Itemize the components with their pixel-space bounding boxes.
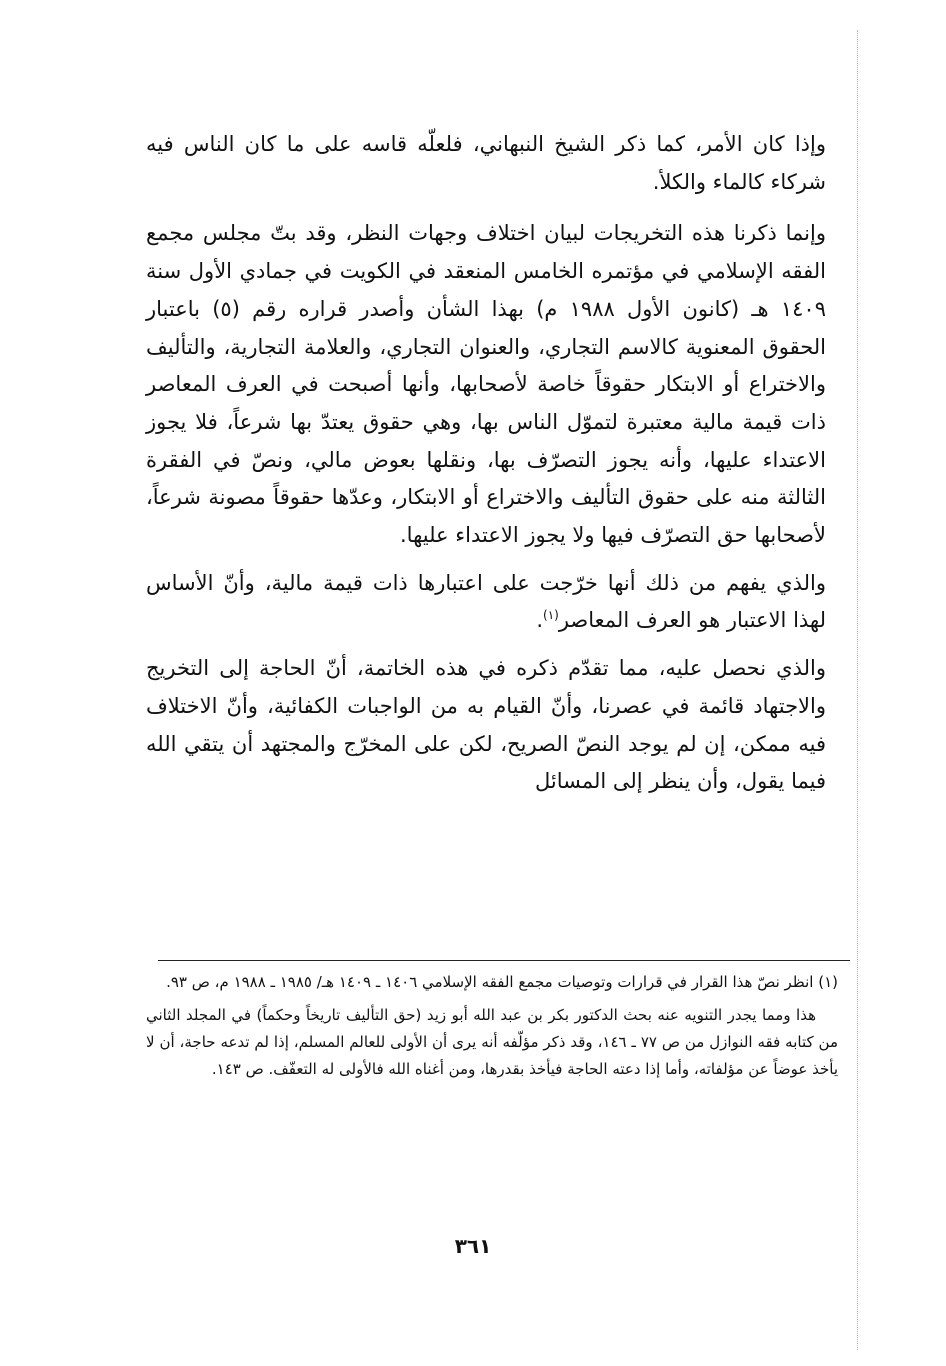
page-number: ٣٦١ bbox=[454, 1234, 492, 1258]
margin-dotted-line bbox=[857, 30, 858, 1350]
footnote-reference: (١) bbox=[543, 608, 559, 623]
main-text bbox=[146, 126, 826, 801]
page-body bbox=[146, 126, 826, 815]
paragraph-3-text: والذي يفهم من ذلك أنها خرّجت على اعتبارها ذات قيمة مالية، وأنّ الأساس لهذا الاعتبار هو العرف المعاصر bbox=[146, 570, 826, 633]
paragraph-3: والذي يفهم من ذلك أنها خرّجت على اعتبارها ذات قيمة مالية، وأنّ الأساس لهذا الاعتبار هو العرف المعاصر$^{(١)}$. bbox=[146, 570, 826, 633]
paragraph-2: وإنما ذكرنا هذه التخريجات لبيان اختلاف وجهات النظر، وقد بتّ مجلس مجمع الفقه الإسلامي في مؤتمره الخامس المنعقد في الكويت في جمادي الأول سنة ١٤٠٩ هـ (كانون الأول ١٩٨٨ م) بهذا الشأن وأصدر قراره رقم (٥) باعتبار الحقوق المعنوية كالاسم التجاري، والعنوان التجاري، والعلامة التجارية، والتأليف والاختراع أو الابتكار حقوقاً خاصة لأصحابها، وأنها أصبحت في العرف المعاصر ذات قيمة مالية معتبرة لتموّل الناس بها، وهي حقوق يعتدّ بها شرعاً، فلا يجوز الاعتداء عليها، وأنه يجوز التصرّف بها، ونقلها بعوض مالي، ونصّ في الفقرة الثالثة منه على حقوق التأليف والاختراع أو الابتكار، وعدّها حقوقاً مصونة شرعاً، لأصحابها حق التصرّف فيها ولا يجوز الاعتداء عليها. bbox=[146, 221, 826, 548]
footnote-1: (١) انظر نصّ هذا القرار في قرارات وتوصيات مجمع الفقه الإسلامي ١٤٠٦ ـ ١٤٠٩ هـ/ ١٩٨٥ ـ ١٩٨٨ م، ص ٩٣. bbox=[166, 973, 838, 991]
footnotes-area bbox=[146, 960, 838, 1083]
footnote-separator bbox=[158, 960, 850, 961]
footnote-1-continuation: هذا ومما يجدر التنويه عنه بحث الدكتور بكر بن عبد الله أبو زيد (حق التأليف تاريخاً وحكماً) في المجلد الثاني من كتابه فقه النوازل من ص ٧٧ ـ ١٤٦، وقد ذكر مؤلّفه أنه يرى أن الأولى للعالم المسلم، إذا لم تدعه حاجة، أن لا يأخذ عوضاً عن مؤلفاته، وأما إذا دعته الحاجة فيأخذ بقدرها، ومن أغناه الله فالأولى له التعفّف. ص ١٤٣. bbox=[146, 1006, 838, 1078]
paragraph-1: وإذا كان الأمر، كما ذكر الشيخ النبهاني، فلعلّه قاسه على ما كان الناس فيه شركاء كالماء والكلأ. bbox=[146, 132, 826, 194]
paragraph-4: والذي نحصل عليه، مما تقدّم ذكره في هذه الخاتمة، أنّ الحاجة إلى التخريج والاجتهاد قائمة في عصرنا، وأنّ القيام به من الواجبات الكفائية، وأنّ الاختلاف فيه ممكن، إن لم يوجد النصّ الصريح، لكن على المخرّج والمجتهد أن يتقي الله فيما يقول، وأن ينظر إلى المسائل bbox=[146, 656, 826, 794]
